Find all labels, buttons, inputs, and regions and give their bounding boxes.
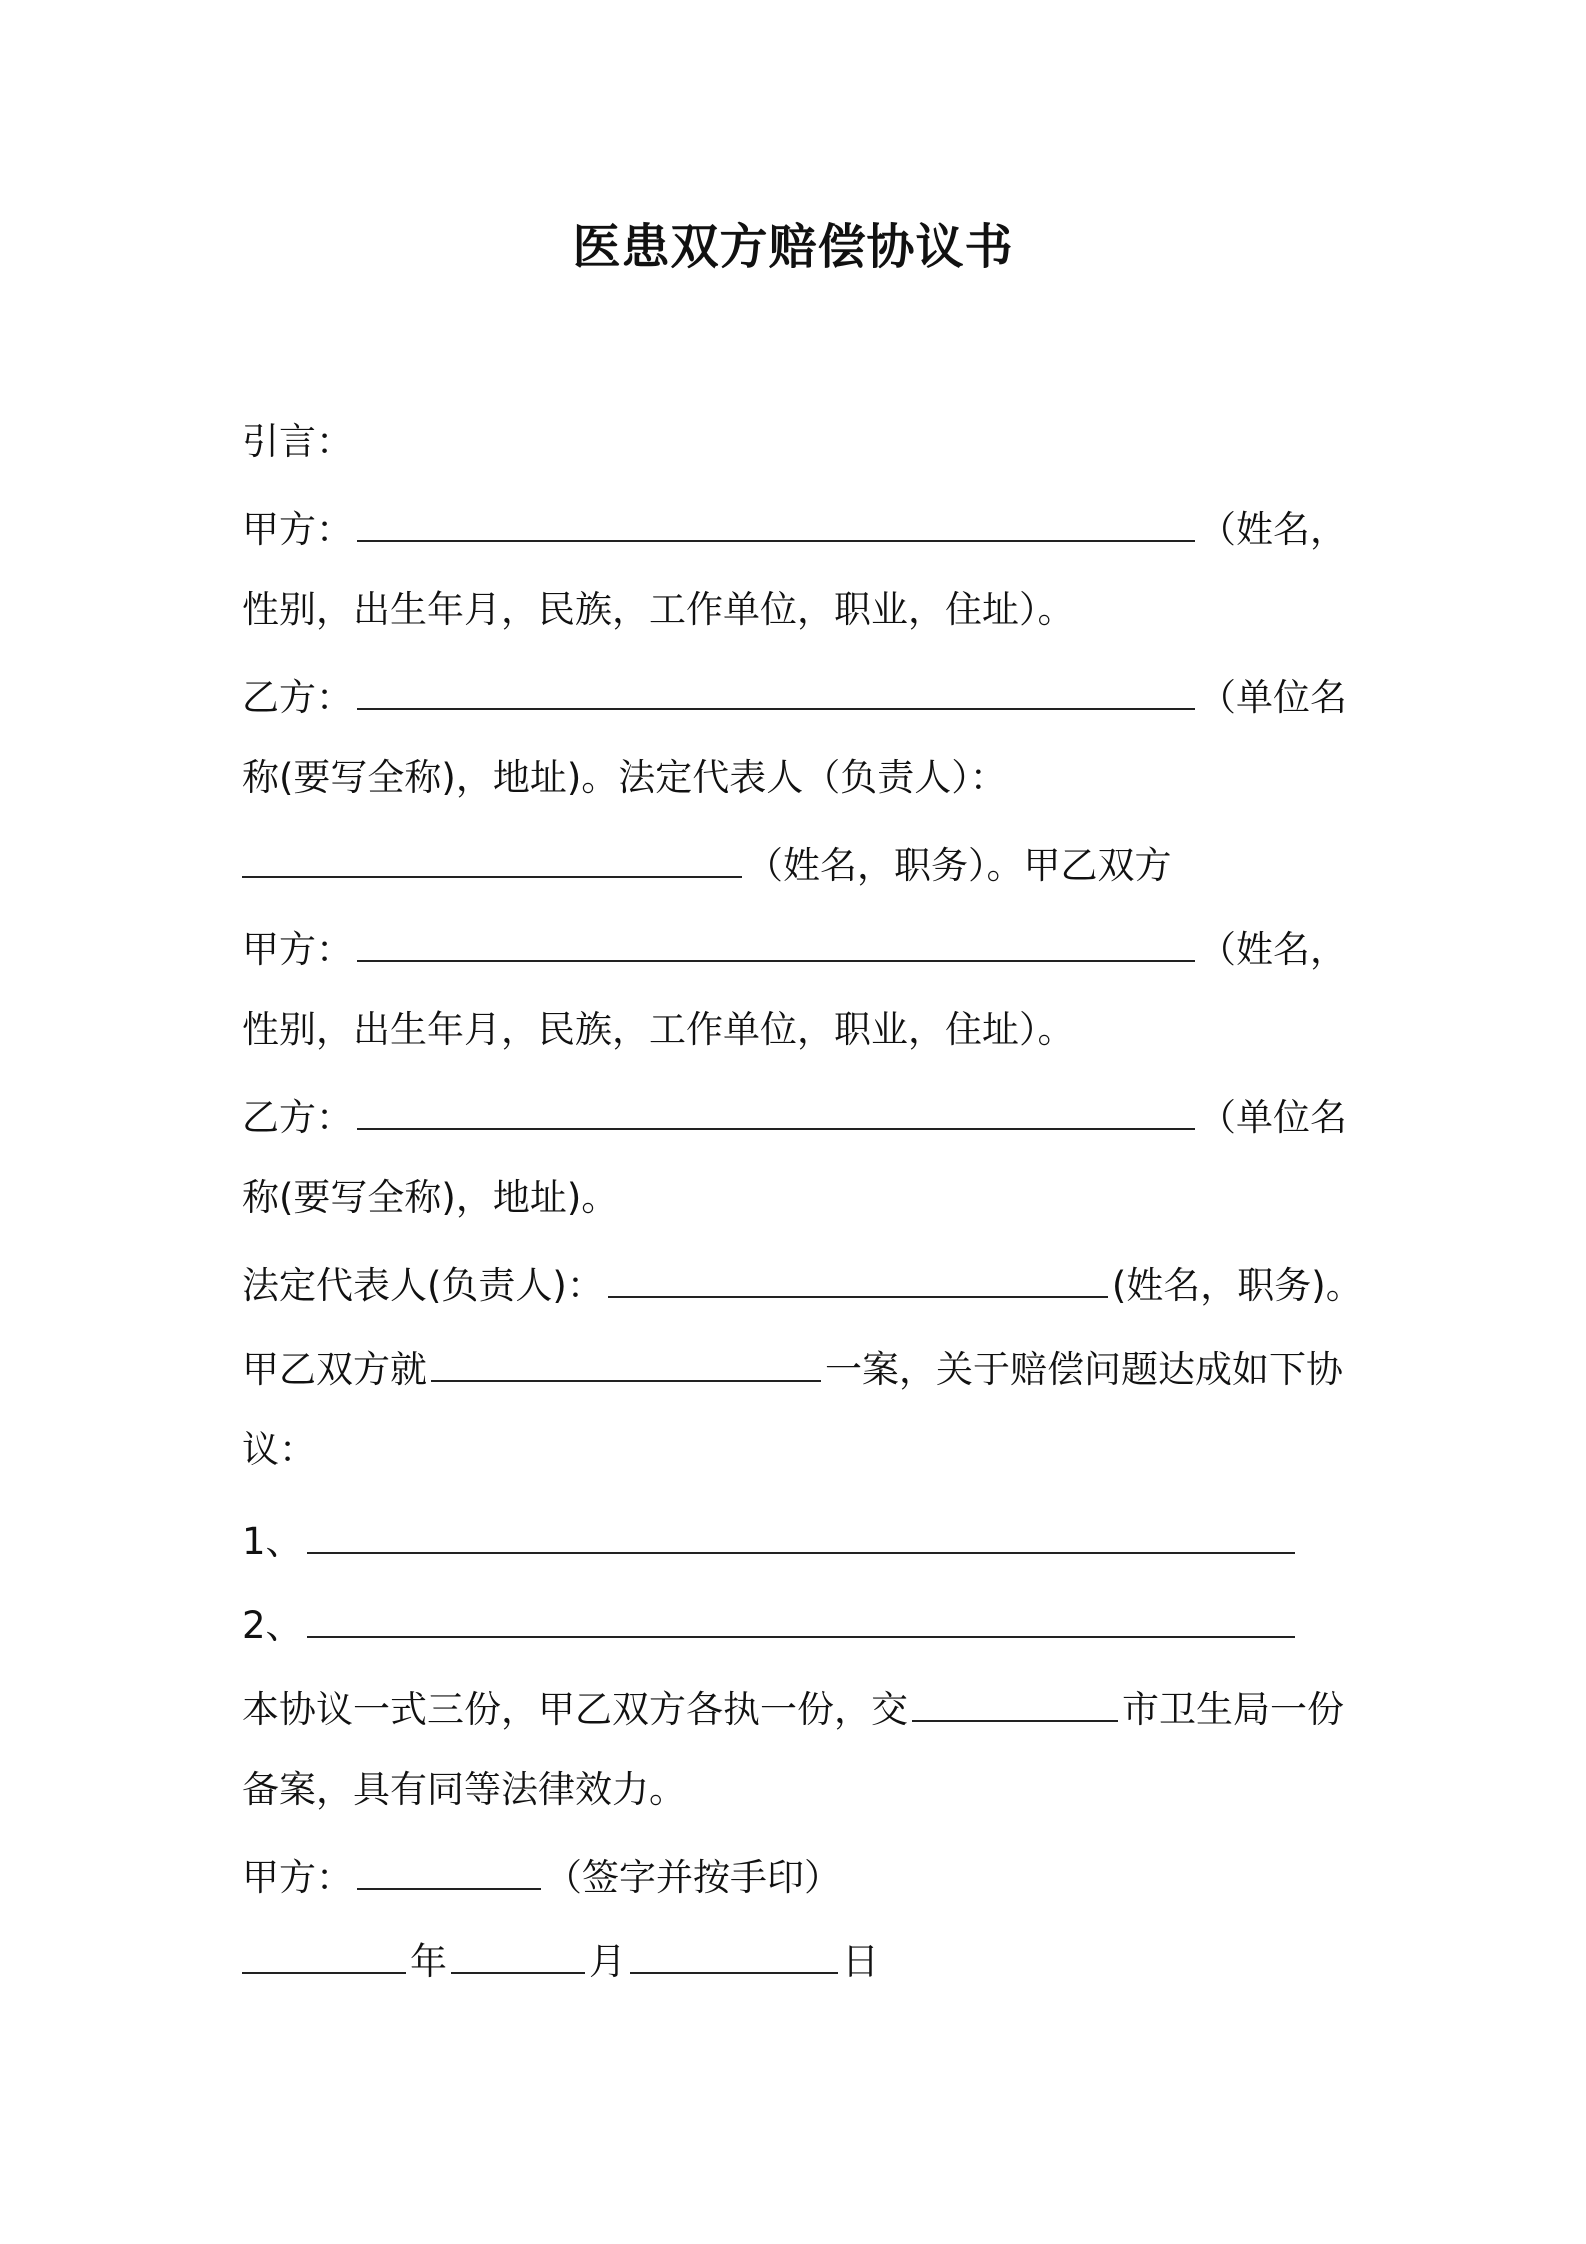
party-b-hint-cont: 称(要写全称)，地址)。法定代表人（负责人）：	[242, 756, 1007, 799]
year-blank[interactable]	[242, 1928, 406, 1974]
party-b-name-blank[interactable]	[357, 664, 1195, 710]
party-a-name-blank[interactable]	[357, 496, 1195, 542]
day-blank[interactable]	[630, 1928, 838, 1974]
legal-rep-line-1	[242, 832, 1172, 896]
intro-label: 引言：	[242, 420, 353, 463]
month-label: 月	[589, 1940, 626, 1983]
party-b-hint: （单位名	[1199, 676, 1347, 719]
clause-1	[242, 1508, 1299, 1572]
party-a-label: 甲方：	[242, 508, 353, 551]
day-label: 日	[842, 1940, 879, 1983]
party-a-hint: （姓名，	[1199, 508, 1347, 551]
party-a-line-3	[242, 916, 1347, 980]
signature-label: 甲方：	[242, 1856, 353, 1899]
party-b-line-2	[242, 748, 1007, 808]
legal-rep-hint-2: (姓名，职务)。	[1111, 1264, 1363, 1307]
party-a-hint-cont: 性别，出生年月，民族，工作单位，职业，住址）。	[242, 588, 1075, 631]
party-a-name-blank-2[interactable]	[357, 916, 1195, 962]
clause-2	[242, 1592, 1299, 1656]
party-b-hint-2: （单位名	[1199, 1096, 1347, 1139]
party-b-hint-cont-2: 称(要写全称)，地址)。	[242, 1176, 619, 1219]
party-a-label-2: 甲方：	[242, 928, 353, 971]
party-a-line-1	[242, 496, 1347, 560]
date-line	[242, 1928, 879, 1992]
signature-hint: （签字并按手印）	[545, 1856, 841, 1899]
legal-rep-blank-1[interactable]	[242, 832, 742, 878]
clause-1-blank[interactable]	[307, 1508, 1295, 1554]
copies-suffix-cont: 备案，具有同等法律效力。	[242, 1768, 686, 1811]
party-b-label-2: 乙方：	[242, 1096, 353, 1139]
party-b-line-4	[242, 1168, 618, 1228]
copies-prefix: 本协议一式三份，甲乙双方各执一份，交	[242, 1688, 908, 1731]
clause-2-blank[interactable]	[307, 1592, 1295, 1638]
case-suffix: 一案，关于赔偿问题达成如下协	[825, 1348, 1343, 1391]
copies-line-cont	[242, 1760, 686, 1820]
party-b-name-blank-2[interactable]	[357, 1084, 1195, 1130]
party-a-line-4	[242, 1000, 1075, 1060]
case-suffix-cont: 议：	[242, 1428, 316, 1471]
legal-rep-label: 法定代表人(负责人)：	[242, 1264, 604, 1307]
party-a-hint-cont-2: 性别，出生年月，民族，工作单位，职业，住址）。	[242, 1008, 1075, 1051]
city-blank[interactable]	[912, 1676, 1118, 1722]
clause-1-number: 1、	[242, 1520, 303, 1563]
party-b-line-3	[242, 1084, 1347, 1148]
signature-blank[interactable]	[357, 1844, 541, 1890]
party-a-line-2	[242, 580, 1075, 640]
month-blank[interactable]	[451, 1928, 585, 1974]
copies-line	[242, 1676, 1344, 1740]
signature-line	[242, 1844, 841, 1908]
legal-rep-hint-1: （姓名，职务）。甲乙双方	[746, 844, 1172, 887]
copies-suffix: 市卫生局一份	[1122, 1688, 1344, 1731]
intro-line	[242, 412, 353, 472]
party-b-line-1	[242, 664, 1347, 728]
clause-2-number: 2、	[242, 1604, 303, 1647]
party-a-hint-2: （姓名，	[1199, 928, 1347, 971]
party-b-label: 乙方：	[242, 676, 353, 719]
legal-rep-blank-2[interactable]	[608, 1252, 1108, 1298]
case-line	[242, 1336, 1343, 1400]
case-prefix: 甲乙双方就	[242, 1348, 427, 1391]
case-name-blank[interactable]	[431, 1336, 821, 1382]
year-label: 年	[410, 1940, 447, 1983]
legal-rep-line-2	[242, 1252, 1363, 1316]
case-line-cont	[242, 1420, 316, 1480]
document-title: 医患双方赔偿协议书	[572, 219, 1014, 275]
